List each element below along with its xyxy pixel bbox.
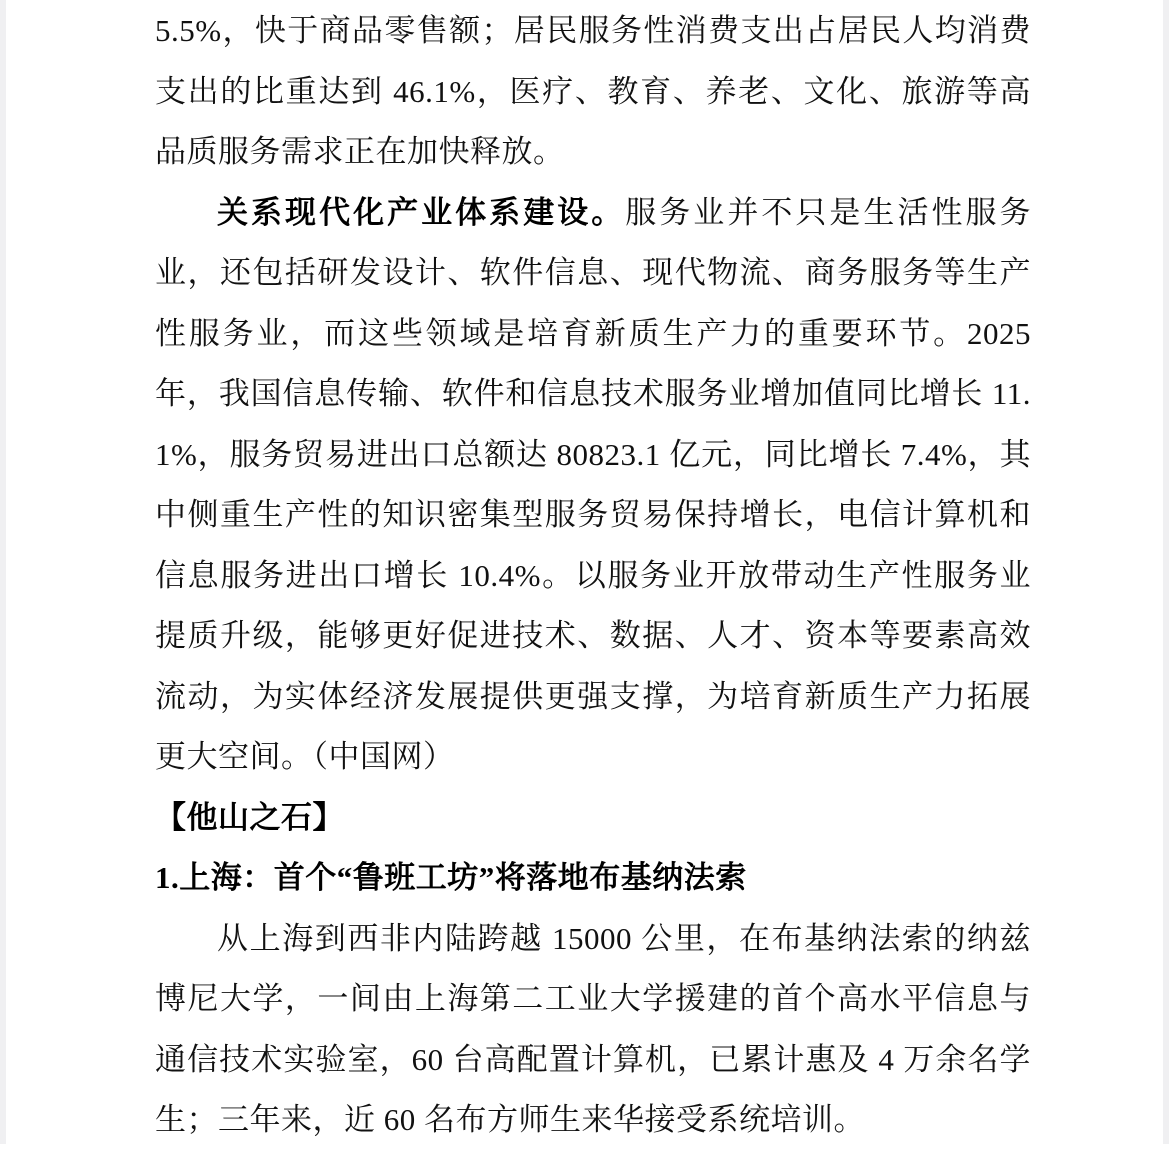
page-right-edge (1163, 0, 1169, 1144)
document-content (155, 1, 1031, 1151)
page-left-edge (0, 0, 6, 1144)
paragraph-shanghai-burkina (155, 909, 1031, 1151)
paragraph-text: 从上海到西非内陆跨越 15000 公里，在布基纳法索的纳兹博尼大学，一间由上海第二工业大学援建的首个高水平信息与通信技术实验室，60 台高配置计算机，已累计惠及 4 万余名学生；三年来，近 60 名布方师生来华接受系统培训。 (155, 920, 1031, 1137)
paragraph-lead-bold-text: 关系现代化产业体系建设。 (217, 194, 626, 230)
section-heading-text: 【他山之石】 (155, 799, 344, 835)
paragraph-text: 5.5%，快于商品零售额；居民服务性消费支出占居民人均消费支出的比重达到 46.1%，医疗、教育、养老、文化、旅游等高品质服务需求正在加快释放。 (155, 13, 1031, 169)
item-heading-luban-workshop (155, 848, 1031, 909)
paragraph-industry-system (155, 183, 1031, 788)
paragraph-consumption (155, 1, 1031, 183)
section-heading-tashanzhishi (155, 788, 1031, 849)
paragraph-text: 服务业并不只是生活性服务业，还包括研发设计、软件信息、现代物流、商务服务等生产性服务业，而这些领域是培育新质生产力的重要环节。2025 年，我国信息传输、软件和信息技术服务业增加值同比增长 11.1%，服务贸易进出口总额达 80823.1 亿元，同比增长 7.4%，其中侧重生产性的知识密集型服务贸易保持增长，电信计算机和信息服务进出口增长 10.4%。以服务业开放带动生产性服务业提质升级，能够更好促进技术、数据、人才、资本等要素高效流动，为实体经济发展提供更强支撑，为培育新质生产力拓展更大空间。（中国网） (155, 194, 1032, 774)
item-heading-text: 1.上海：首个“鲁班工坊”将落地布基纳法索 (155, 860, 747, 895)
